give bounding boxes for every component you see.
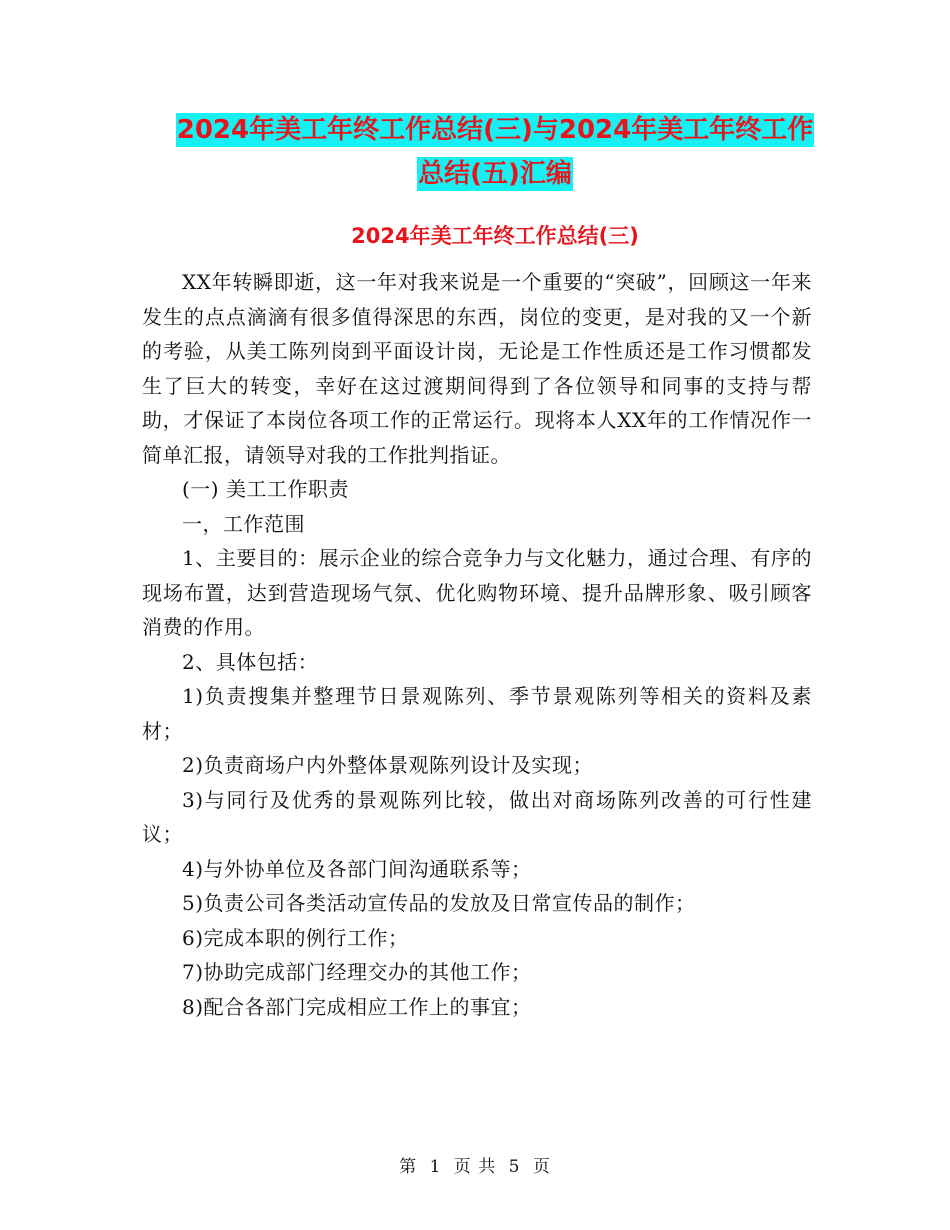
list-item: 5)负责公司各类活动宣传品的发放及日常宣传品的制作； [182,891,696,915]
paragraph-heading-duties: (一) 美工工作职责 [182,477,349,501]
list-item: 7)协助完成部门经理交办的其他工作； [182,960,532,984]
footer-current-page: 1 [429,1157,442,1177]
title-highlight: 总结(五)汇编 [418,159,572,189]
page-footer [0,1152,950,1177]
paragraph-heading-scope: 一，工作范围 [182,511,305,536]
footer-prefix: 第 [399,1157,418,1177]
paragraph-details-heading: 2、具体包括： [182,649,319,674]
paragraph-intro: XX年转瞬即逝，这一年对我来说是一个重要的“突破”，回顾这一年来发生的点点滴滴有很多值得深思的东西，岗位的变更，是对我的又一个新的考验，从美工陈列岗到平面设计岗，无论是工作性质还是工作习惯都发生了巨大的转变，幸好在这过渡期间得到了各位领导和同事的支持与帮助，才保证了本岗位各项工作的正常运行。现将本人XX年的工作情况作一简单汇报，请领导对我的工作批判指证。 [142,270,812,467]
list-item: 2)负责商场户内外整体景观陈列设计及实现； [182,753,594,777]
list-item: 4)与外协单位及各部门间沟通联系等； [182,856,532,881]
list-item: 3)与同行及优秀的景观陈列比较，做出对商场陈列改善的可行性建议； [142,787,812,846]
footer-total-pages: 5 [508,1157,521,1177]
title-highlight: 2024年美工年终工作总结(三)与2024年美工年终工作 [176,115,814,145]
document-title-line-1 [140,108,850,152]
body-text [142,265,812,1024]
list-item: 6)完成本职的例行工作； [182,925,409,950]
section-title: 2024年美工年终工作总结(三) [351,224,639,248]
footer-middle: 页 共 [453,1157,497,1177]
list-item: 1)负责搜集并整理节日景观陈列、季节景观陈列等相关的资料及素材； [142,684,812,743]
document-title-line-2 [140,152,850,196]
footer-suffix: 页 [532,1157,551,1177]
paragraph-main-purpose: 1、主要目的：展示企业的综合竞争力与文化魅力，通过合理、有序的现场布置，达到营造现场气氛、优化购物环境、提升品牌形象、吸引顾客消费的作用。 [142,546,812,639]
list-item: 8)配合各部门完成相应工作上的事宜； [182,994,532,1019]
